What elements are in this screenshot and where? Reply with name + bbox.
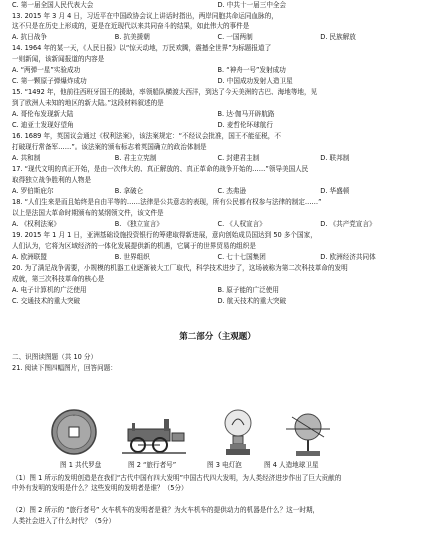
line-text: C. 迪亚士发现好望角 xyxy=(12,121,74,129)
question-line xyxy=(12,242,423,251)
question-line xyxy=(12,264,423,273)
line-text: 16. 1689 年，英国议会通过《权利法案》，该法案规定：“不经议会批准，国王不能征税，不 xyxy=(12,132,281,140)
question-line xyxy=(12,121,423,130)
caption-fig4: 图 4 人造地球卫星 xyxy=(264,461,319,469)
caption-fig3: 图 3 电灯泡 xyxy=(207,461,242,469)
line-text: 取得独立战争胜利的人物是 xyxy=(12,176,92,184)
line-text: 到了欧洲人未知的地区的新大陆。”这段材料叙述的是 xyxy=(12,99,164,107)
answer-option: A. 共和制 xyxy=(12,154,41,162)
answer-option: D. 联邦制 xyxy=(320,154,350,162)
question-line xyxy=(12,22,423,31)
caption-fig2: 图 2 “旅行者号” xyxy=(128,461,177,469)
answer-option: B. 君主立宪制 xyxy=(114,154,157,162)
locomotive-icon xyxy=(120,405,190,459)
satellite-icon xyxy=(282,405,334,459)
line-text: 15. “1492 年，他前往西班牙国王的援助，率领船队横渡大西洋，到达了今天美洲的古巴、海地等地，见 xyxy=(12,88,318,96)
answer-option: A. 《权利法案》 xyxy=(12,220,61,228)
line-text: 成就，第三次科技革命的核心是 xyxy=(12,275,105,283)
line-text: 这不只是在历史上形成的，更是在近现代以来共同奋斗的结果，如此伟大的事件是 xyxy=(12,22,250,30)
lightbulb-icon xyxy=(212,405,264,459)
question-line xyxy=(12,220,423,229)
caption-fig1: 图 1 共代罗盘 xyxy=(60,461,102,469)
line-text: 19. 2015 年 1 月 1 日，亚洲基础设施投资银行的筹建取得新进展，意向创始成员国达到 50 多个国家， xyxy=(12,231,317,239)
question-line xyxy=(12,187,423,196)
line-text: 18. “人们生来是而且始终是自由平等的……法律是公共意志的表现，所有公民都有权参与法律的制定……” xyxy=(12,198,322,206)
line-text-secondary: D. 航天技术的重大突破 xyxy=(217,297,287,305)
line-text: C. 交通技术的重大突破 xyxy=(12,297,81,305)
line-text-secondary: D. 中国成功发射人造卫星 xyxy=(217,77,293,85)
line-text: A. “两弹一星”实验成功 xyxy=(12,66,81,74)
q21-part1-line2: 中外有发明的发明是什么？这些发明的发明者是谁？（5分） xyxy=(12,484,188,492)
q21-part2-line1: （2）图 2 所示的 “旅行者号” 火车机车的发明者是谁？为火车机车的提供动力的机器是什么？这一时期， xyxy=(12,506,320,514)
q21-part1-line1: （1）图 1 所示的发明创造是在我们“古代中国有四大发明”中国古代四大发明，为人类经济进步作出了巨大贡献的 xyxy=(12,474,342,482)
answer-option: B. 世界组织 xyxy=(114,253,150,261)
line-text-secondary: D. 麦哲伦环球航行 xyxy=(217,121,273,129)
question-line xyxy=(12,165,423,174)
answer-option: D. 欧洲经济共同体 xyxy=(320,253,376,261)
answer-option: C. 《人权宣言》 xyxy=(217,220,266,228)
answer-option: C. 封建君主制 xyxy=(217,154,260,162)
line-text: 14. 1964 年的某一天，《人民日报》以“惊天动地，万民欢腾，震撼全世界”为标题报道了 xyxy=(12,44,272,52)
question-line xyxy=(12,33,423,42)
answer-option: D. 华盛顿 xyxy=(320,187,350,195)
answer-option: B. 《独立宣言》 xyxy=(114,220,164,228)
question-line xyxy=(12,297,423,306)
answer-option: D. 《共产党宣言》 xyxy=(320,220,376,228)
line-text: 17. “现代文明的真正开始，是由一次伟大的、真正解放的、真正革命的战争开始的……”领导美国人民 xyxy=(12,165,309,173)
question-line xyxy=(12,253,423,262)
line-text: C. 第一颗原子弹爆炸成功 xyxy=(12,77,87,85)
line-text: A. 哥伦布发现新大陆 xyxy=(12,110,74,118)
answer-option: B. 抗美援朝 xyxy=(114,33,150,41)
answer-option: A. 抗日战争 xyxy=(12,33,47,41)
part2-title: 第二部分（主观题） xyxy=(179,332,256,342)
question-line xyxy=(12,88,423,97)
question-line xyxy=(12,154,423,163)
line-text-secondary: D. 中共十一届三中全会 xyxy=(217,1,287,9)
section-header: 二、识图读图题（共 10 分） xyxy=(12,353,98,361)
question-line xyxy=(12,209,423,218)
question-line xyxy=(12,55,423,64)
line-text: 20. 为了满足战争需要，小规模的机器工业逐渐被大工厂取代，科学技术进步了，这场被称为第二次科技革命的发明 xyxy=(12,264,348,272)
line-text: 一则新闻，该新闻报道的内容是 xyxy=(12,55,105,63)
question-line xyxy=(12,286,423,295)
question-line xyxy=(12,12,423,21)
line-text-secondary: B. 原子能的广泛使用 xyxy=(217,286,279,294)
question-line xyxy=(12,110,423,119)
line-text: 人们认为，它将为区域经济的一体化发展提供新的机遇，它属于的世界贸易的组织是 xyxy=(12,242,256,250)
question-line xyxy=(12,275,423,284)
svg-text:·: · xyxy=(73,413,75,420)
answer-option: D. 民族解放 xyxy=(320,33,356,41)
question-line xyxy=(12,198,423,207)
question-line xyxy=(12,231,423,240)
question-line xyxy=(12,44,423,53)
coin-icon xyxy=(48,405,100,459)
question-line xyxy=(12,77,423,86)
question-line xyxy=(12,143,423,152)
line-text: 以上是法国大革命时期颁布的某纲领文件，该文件是 xyxy=(12,209,164,217)
answer-option: C. 一国两制 xyxy=(217,33,253,41)
line-text: A. 电子计算机的广泛使用 xyxy=(12,286,87,294)
question-line xyxy=(12,176,423,185)
answer-option: C. 七十七国集团 xyxy=(217,253,266,261)
line-text: 13. 2015 年 3 月 4 日，习近平在中国政协会议上讲话时指出，两岸同胞共命运同血脉的， xyxy=(12,12,278,20)
question-line xyxy=(12,99,423,108)
answer-option: A. 欧洲联盟 xyxy=(12,253,47,261)
answer-option: C. 杰弗逊 xyxy=(217,187,247,195)
question-line xyxy=(12,66,423,75)
line-text-secondary: B. “神舟一号”发射成功 xyxy=(217,66,286,74)
line-text-secondary: B. 达·伽马开辟航路 xyxy=(217,110,275,118)
answer-option: B. 拿破仑 xyxy=(114,187,144,195)
answer-option: A. 罗伯斯庇尔 xyxy=(12,187,54,195)
line-text: C. 第一届全国人民代表大会 xyxy=(12,1,94,9)
question-line xyxy=(12,132,423,141)
question-line xyxy=(12,1,423,10)
q21-part2-line2: 人类社会进入了什么时代？（5分） xyxy=(12,517,116,525)
q21-intro: 21. 阅读下图四幅图片，回答问题： xyxy=(12,364,117,372)
line-text: 打破现行常备军……”。该法案的颁布标志着英国确立的政治体制是 xyxy=(12,143,207,151)
